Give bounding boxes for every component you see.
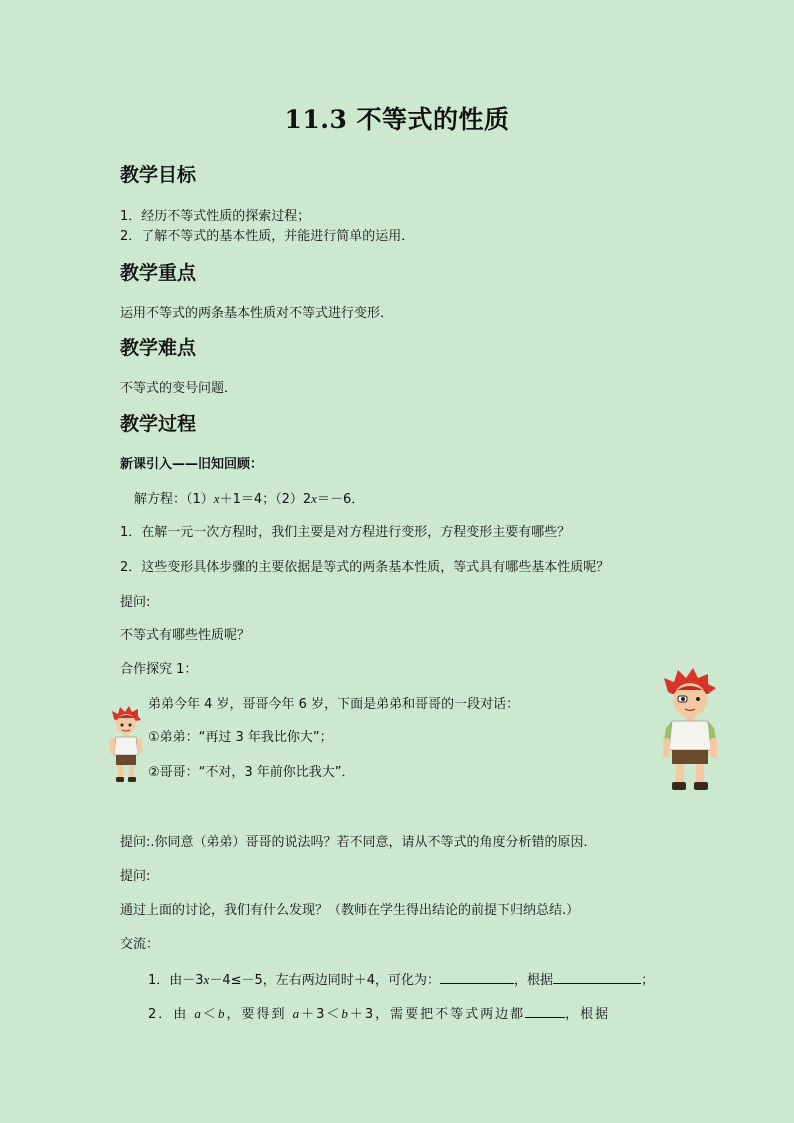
question-1: 1．在解一元一次方程时，我们主要是对方程进行变形，方程变形主要有哪些？	[120, 525, 571, 540]
objective-1: 1．经历不等式性质的探索过程；	[120, 209, 311, 224]
coop-label: 合作探究 1：	[120, 662, 198, 677]
exercise-2: 2．由 a＜b，要得到 a＋3＜b＋3，需要把不等式两边都 ，根据	[148, 1003, 610, 1024]
exercise-1: 1．由－3x－4≤－5，左右两边同时＋4，可化为： ，根据 ；	[148, 969, 654, 990]
ask-label-3: 提问:	[120, 869, 151, 884]
intro-label: 新课引入——旧知回顾：	[120, 457, 264, 472]
heading-process: 教学过程	[120, 413, 197, 435]
equation-line: 解方程：（1）x＋1＝4；（2）2x＝－6．	[134, 491, 365, 507]
dialog-line-1: ①弟弟：“再过 3 年我比你大”；	[148, 730, 333, 745]
exercise-1-blank-a[interactable]	[440, 969, 514, 984]
exchange-label: 交流：	[120, 937, 160, 952]
objective-2: 2．了解不等式的基本性质，并能进行简单的运用．	[120, 229, 415, 244]
dialog-line-2: ②哥哥：“不对，3 年前你比我大”．	[148, 765, 355, 780]
heading-difficulty: 教学难点	[120, 337, 197, 359]
key-point-text: 运用不等式的两条基本性质对不等式进行变形．	[120, 306, 394, 321]
exercise-2-blank[interactable]	[525, 1003, 565, 1018]
page-title: 11.3 不等式的性质	[284, 105, 510, 134]
boy-character-small-icon	[108, 705, 144, 785]
boy-character-large-icon	[660, 668, 720, 794]
question-2: 2．这些变形具体步骤的主要依据是等式的两条基本性质，等式具有哪些基本性质呢？	[120, 560, 610, 575]
ask-question-1: 不等式有哪些性质呢？	[120, 628, 251, 643]
ask-line-2: 提问:.你同意（弟弟）哥哥的说法吗？若不同意，请从不等式的角度分析错的原因．	[120, 835, 597, 850]
heading-objectives: 教学目标	[120, 164, 197, 186]
exercise-1-blank-b[interactable]	[553, 969, 641, 984]
ask-label-1: 提问:	[120, 595, 151, 610]
discussion-text: 通过上面的讨论，我们有什么发现？（教师在学生得出结论的前提下归纳总结.）	[120, 903, 580, 918]
heading-key-point: 教学重点	[120, 262, 197, 284]
difficulty-text: 不等式的变号问题．	[120, 381, 238, 396]
dialog-intro: 弟弟今年 4 岁，哥哥今年 6 岁，下面是弟弟和哥哥的一段对话：	[148, 697, 520, 712]
